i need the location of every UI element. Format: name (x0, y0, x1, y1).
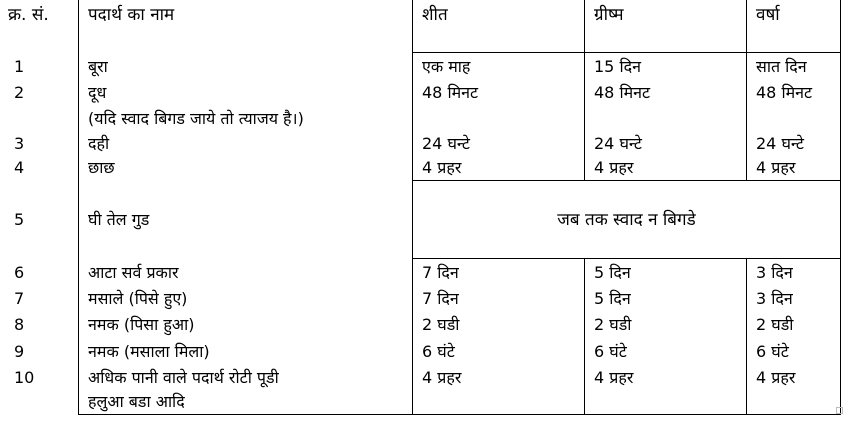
row-2-sno: 2 (14, 83, 25, 102)
row-5-merged-value: जब तक स्वाद न बिगडे (557, 210, 696, 230)
header-rainy: वर्षा (756, 5, 780, 25)
col-divider-summer-bottom (746, 258, 747, 415)
row-10-sno: 10 (14, 368, 35, 387)
row-1-sno: 1 (14, 57, 25, 76)
row-7-sno: 7 (14, 289, 25, 308)
row-6-winter: 7 दिन (422, 263, 459, 282)
row-9-winter: 6 घंटे (422, 342, 455, 361)
row-5-item: घी तेल गुड (88, 210, 150, 229)
header-summer: ग्रीष्म (594, 5, 624, 25)
row-1-rainy: सात दिन (756, 57, 807, 76)
row-7-item: मसाले (पिसे हुए) (88, 289, 188, 308)
row-3-item: दही (88, 134, 110, 153)
row-4-winter: 4 प्रहर (422, 158, 462, 177)
row-9-sno: 9 (14, 342, 25, 361)
header-winter: शीत (422, 5, 448, 25)
row-9-item: नमक (मसाला मिला) (88, 342, 210, 361)
table-bottom-border (78, 414, 841, 415)
table-right-border (840, 0, 841, 415)
row-3-rainy: 24 घन्टे (756, 134, 804, 153)
row-2-note: (यदि स्वाद बिगड जाये तो त्याजय है।) (88, 109, 304, 128)
row-8-item: नमक (पिसा हुआ) (88, 315, 195, 334)
header-bottom-border (412, 52, 841, 53)
col-divider-winter-top (584, 0, 585, 180)
col-divider-winter-bottom (584, 258, 585, 415)
header-item: पदार्थ का नाम (88, 5, 175, 25)
row-10-item: अधिक पानी वाले पदार्थ रोटी पूडी (88, 368, 279, 387)
row-8-winter: 2 घडी (422, 315, 460, 334)
col-divider-sno (78, 0, 79, 415)
row-5-sno: 5 (14, 210, 25, 229)
row-6-item: आटा सर्व प्रकार (88, 263, 179, 282)
col-divider-summer-top (746, 0, 747, 180)
row-10-item-continued: हलुआ बडा आदि (88, 392, 185, 411)
row-8-rainy: 2 घडी (756, 315, 794, 334)
row-1-item: बूरा (88, 57, 108, 76)
row-2-winter: 48 मिनट (422, 83, 479, 102)
row-1-winter: एक माह (422, 57, 471, 76)
row-3-sno: 3 (14, 134, 25, 153)
row-10-summer: 4 प्रहर (594, 368, 634, 387)
row-2-item: दूध (88, 83, 107, 102)
row-10-rainy: 4 प्रहर (756, 368, 796, 387)
resize-handle-marker (836, 407, 843, 414)
row-3-summer: 24 घन्टे (594, 134, 642, 153)
row-6-sno: 6 (14, 263, 25, 282)
row-7-summer: 5 दिन (594, 289, 631, 308)
row-8-sno: 8 (14, 315, 25, 334)
row-9-summer: 6 घंटे (594, 342, 627, 361)
row-2-rainy: 48 मिनट (756, 83, 813, 102)
row-9-rainy: 6 घंटे (756, 342, 789, 361)
row-8-summer: 2 घडी (594, 315, 632, 334)
row-2-summer: 48 मिनट (594, 83, 651, 102)
merged-row-bottom-border (412, 258, 841, 259)
row-7-rainy: 3 दिन (756, 289, 793, 308)
row-6-rainy: 3 दिन (756, 263, 793, 282)
row-6-summer: 5 दिन (594, 263, 631, 282)
row-1-summer: 15 दिन (594, 57, 641, 76)
row-7-winter: 7 दिन (422, 289, 459, 308)
row-4-summer: 4 प्रहर (594, 158, 634, 177)
header-sno: क्र. सं. (8, 5, 49, 25)
row-4-sno: 4 (14, 158, 25, 177)
row-10-winter: 4 प्रहर (422, 368, 462, 387)
row-4-rainy: 4 प्रहर (756, 158, 796, 177)
row-3-winter: 24 घन्टे (422, 134, 470, 153)
row-4-item: छाछ (88, 158, 115, 177)
